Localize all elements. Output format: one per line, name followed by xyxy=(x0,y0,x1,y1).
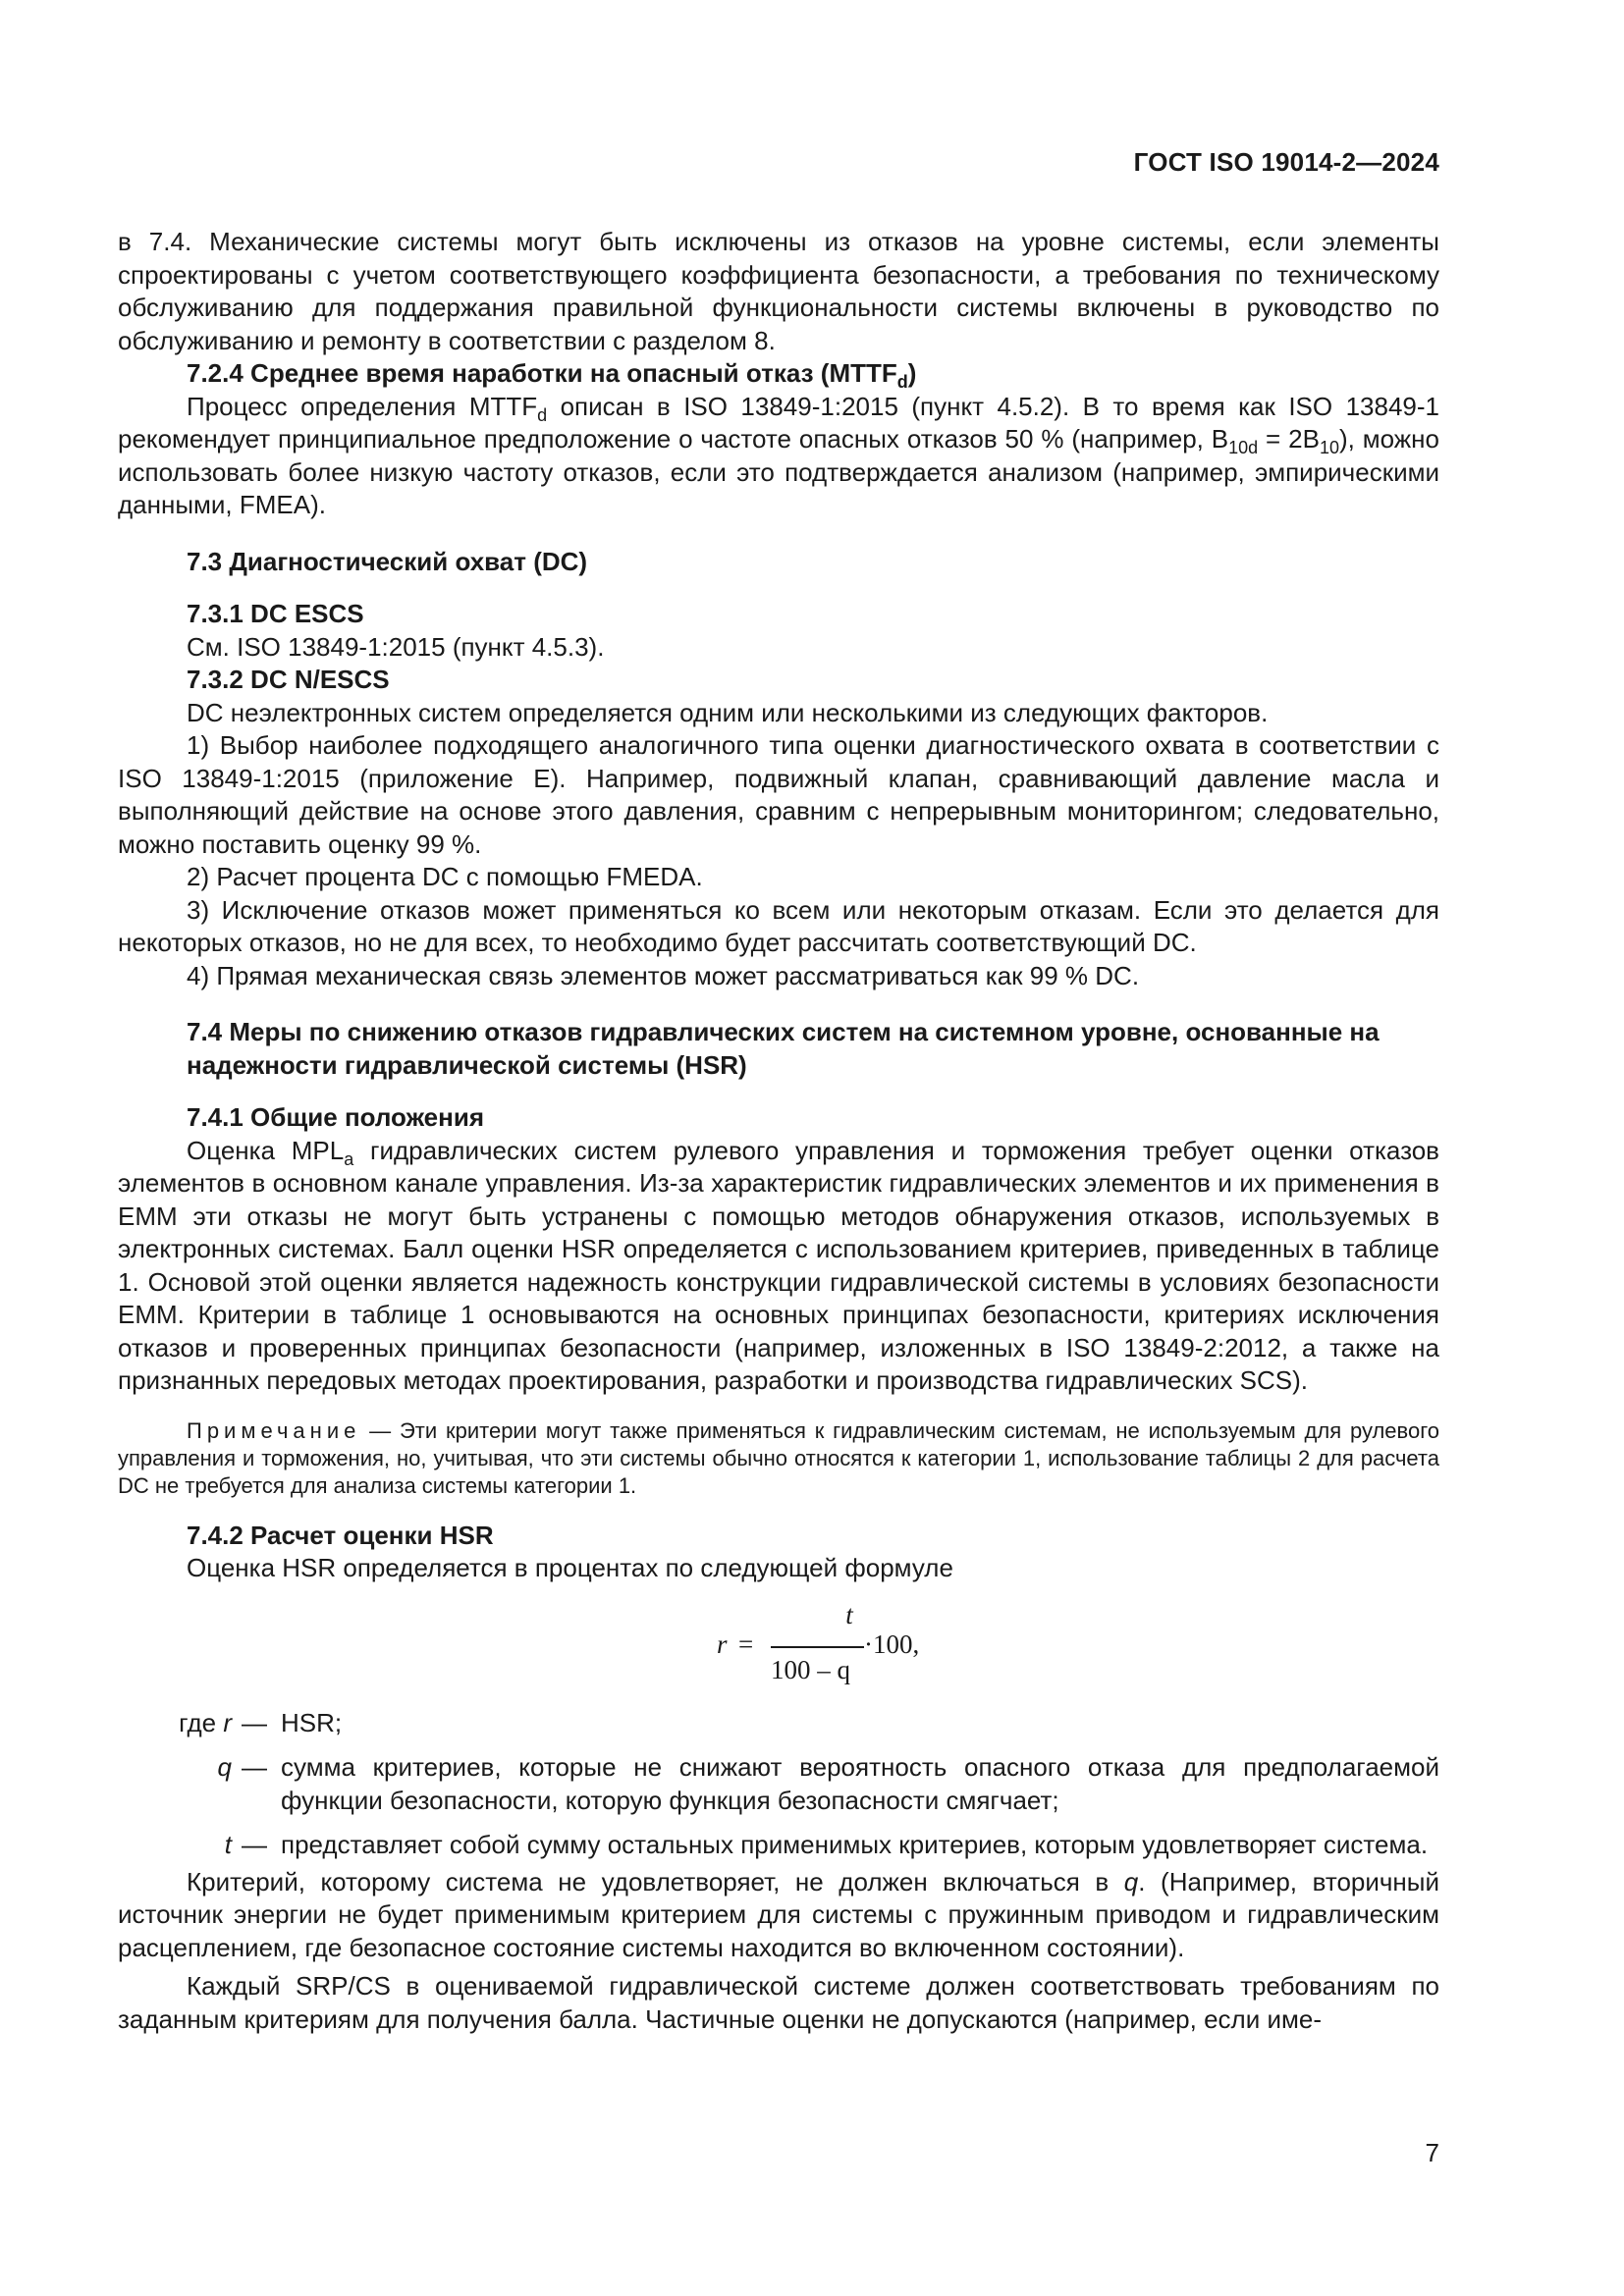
heading-7-4-1: 7.4.1 Общие положения xyxy=(187,1102,484,1132)
heading-7-3: 7.3 Диагностический охват (DC) xyxy=(187,546,588,576)
document-header: ГОСТ ISO 19014-2—2024 xyxy=(1133,147,1439,177)
heading-7-3-2: 7.3.2 DC N/ESCS xyxy=(187,665,390,694)
list-item-1: 1) Выбор наиболее подходящего аналогичного типа оценки диагностического охвата в соответствии с ISO 13849-1:2015 (приложение E). Например, подвижный клапан, сравнивающий давление масла и выполняющий действие на основе этого давления, сравним с непрерывным мониторингом; следовательно, можно поставить оценку 99 %. xyxy=(118,730,1439,859)
note-label: Примечание xyxy=(187,1417,361,1443)
formula-lhs: r xyxy=(717,1629,728,1659)
paragraph-7-3-1: См. ISO 13849-1:2015 (пункт 4.5.3). xyxy=(187,631,605,662)
paragraph-criterion: Критерий, которому система не удовлетворяет, не должен включаться в q. (Например, вторичный источник энергии не будет применимым критерием для системы с пружинным приводом и гидравлическим расцеплением, где безопасное состояние системы находится во включенном состоянии). xyxy=(118,1866,1439,1962)
page-number: 7 xyxy=(1425,2138,1439,2167)
paragraph-7-4-1: Оценка $MPL_a$ гидравлических систем рулевого управления и торможения требует оценки отказов элементов в основном канале управления. Из-за характеристик гидравлических элементов и их применения в ЕММ эти отказы не могут быть устранены с помощью методов обнаружения отказов, используемых в электронных системах. Балл оценки HSR определяется с использованием критериев, приведенных в таблице 1. Основой этой оценки является надежность конструкции гидравлической системы в условиях безопасности ЕММ. Критерии в таблице 1 основываются на основных принципах безопасности, критериях исключения отказов и проверенных принципах безопасности (например, изложенных в ISO 13849-2:2012, а также на признанных передовых методах проектирования, разработки и производства гидравлических SCS). xyxy=(118,1135,1439,1395)
heading-7-4-2: 7.4.2 Расчет оценки HSR xyxy=(187,1520,494,1550)
heading-7-4: 7.4 Меры по снижению отказов гидравлических систем на системном уровне, основанные на надежности гидравлической системы (HSR) xyxy=(187,1017,1380,1080)
paragraph-last: Каждый SRP/CS в оцениваемой гидравлической системе должен соответствовать требованиям по заданным критериям для получения балла. Частичные оценки не допускаются (например, если име- xyxy=(118,1971,1439,2034)
paragraph-intro: в 7.4. Механические системы могут быть исключены из отказов на уровне системы, если элементы спроектированы с учетом соответствующего коэффициента безопасности, а требования по техническому обслуживанию для поддержания правильной функциональности системы включены в руководство по обслуживанию и ремонту в соответствии с разделом 8. xyxy=(118,227,1439,355)
hsr-formula xyxy=(118,1597,1439,1693)
fraction-bar xyxy=(771,1646,864,1648)
formula-equals: = xyxy=(738,1629,754,1659)
paragraph-7-3-2: DC неэлектронных систем определяется одним или несколькими из следующих факторов. xyxy=(187,697,1269,727)
formula-denominator: 100 – q xyxy=(771,1654,850,1684)
paragraph-7-4-2: Оценка HSR определяется в процентах по следующей формуле xyxy=(187,1553,953,1582)
list-item-2: 2) Расчет процента DC с помощью FMEDA. xyxy=(187,862,703,891)
heading-7-3-1: 7.3.1 DC ESCS xyxy=(187,599,364,628)
list-item-3: 3) Исключение отказов может применяться ко всем или некоторым отказам. Если это делается для некоторых отказов, но не для всех, то необходимо будет рассчитать соответствующий DC. xyxy=(118,894,1439,957)
paragraph-7-2-4: Процесс определения $MTTF_d$ описан в ISO 13849-1:2015 (пункт 4.5.2). В то время как ISO 13849-1 рекомендует принципиальное предположение о частоте опасных отказов 50 % (например, $B_{10d} = 2B_{10}$), можно использовать более низкую частоту отказов, если это подтверждается анализом (например, эмпирическими данными, FMEA). xyxy=(118,391,1439,519)
formula-numerator: t xyxy=(845,1599,853,1629)
list-item-4: 4) Прямая механическая связь элементов может рассматриваться как 99 % DC. xyxy=(187,960,1140,990)
definition-r: где r — HSR; xyxy=(179,1707,343,1737)
note: Примечание — Эти критерии могут также применяться к гидравлическим системам, не используемым для рулевого управления и торможения, но, учитывая, что эти системы обычно относятся к категории 1, использование таблицы 2 для расчета DC не требуется для анализа системы категории 1. xyxy=(118,1417,1439,1498)
definition-t: t — представляет собой сумму остальных применимых критериев, которым удовлетворяет система. xyxy=(224,1830,1429,1859)
formula-multiplier: ·100, xyxy=(864,1629,920,1659)
definition-q: q — сумма критериев, которые не снижают вероятность опасного отказа для предполагаемой функции безопасности, которую функция безопасности смягчает; xyxy=(217,1752,1439,1815)
page-body xyxy=(118,226,1439,2036)
heading-7-2-4: 7.2.4 Среднее время наработки на опасный отказ $(MTTF_d)$ xyxy=(187,358,917,392)
